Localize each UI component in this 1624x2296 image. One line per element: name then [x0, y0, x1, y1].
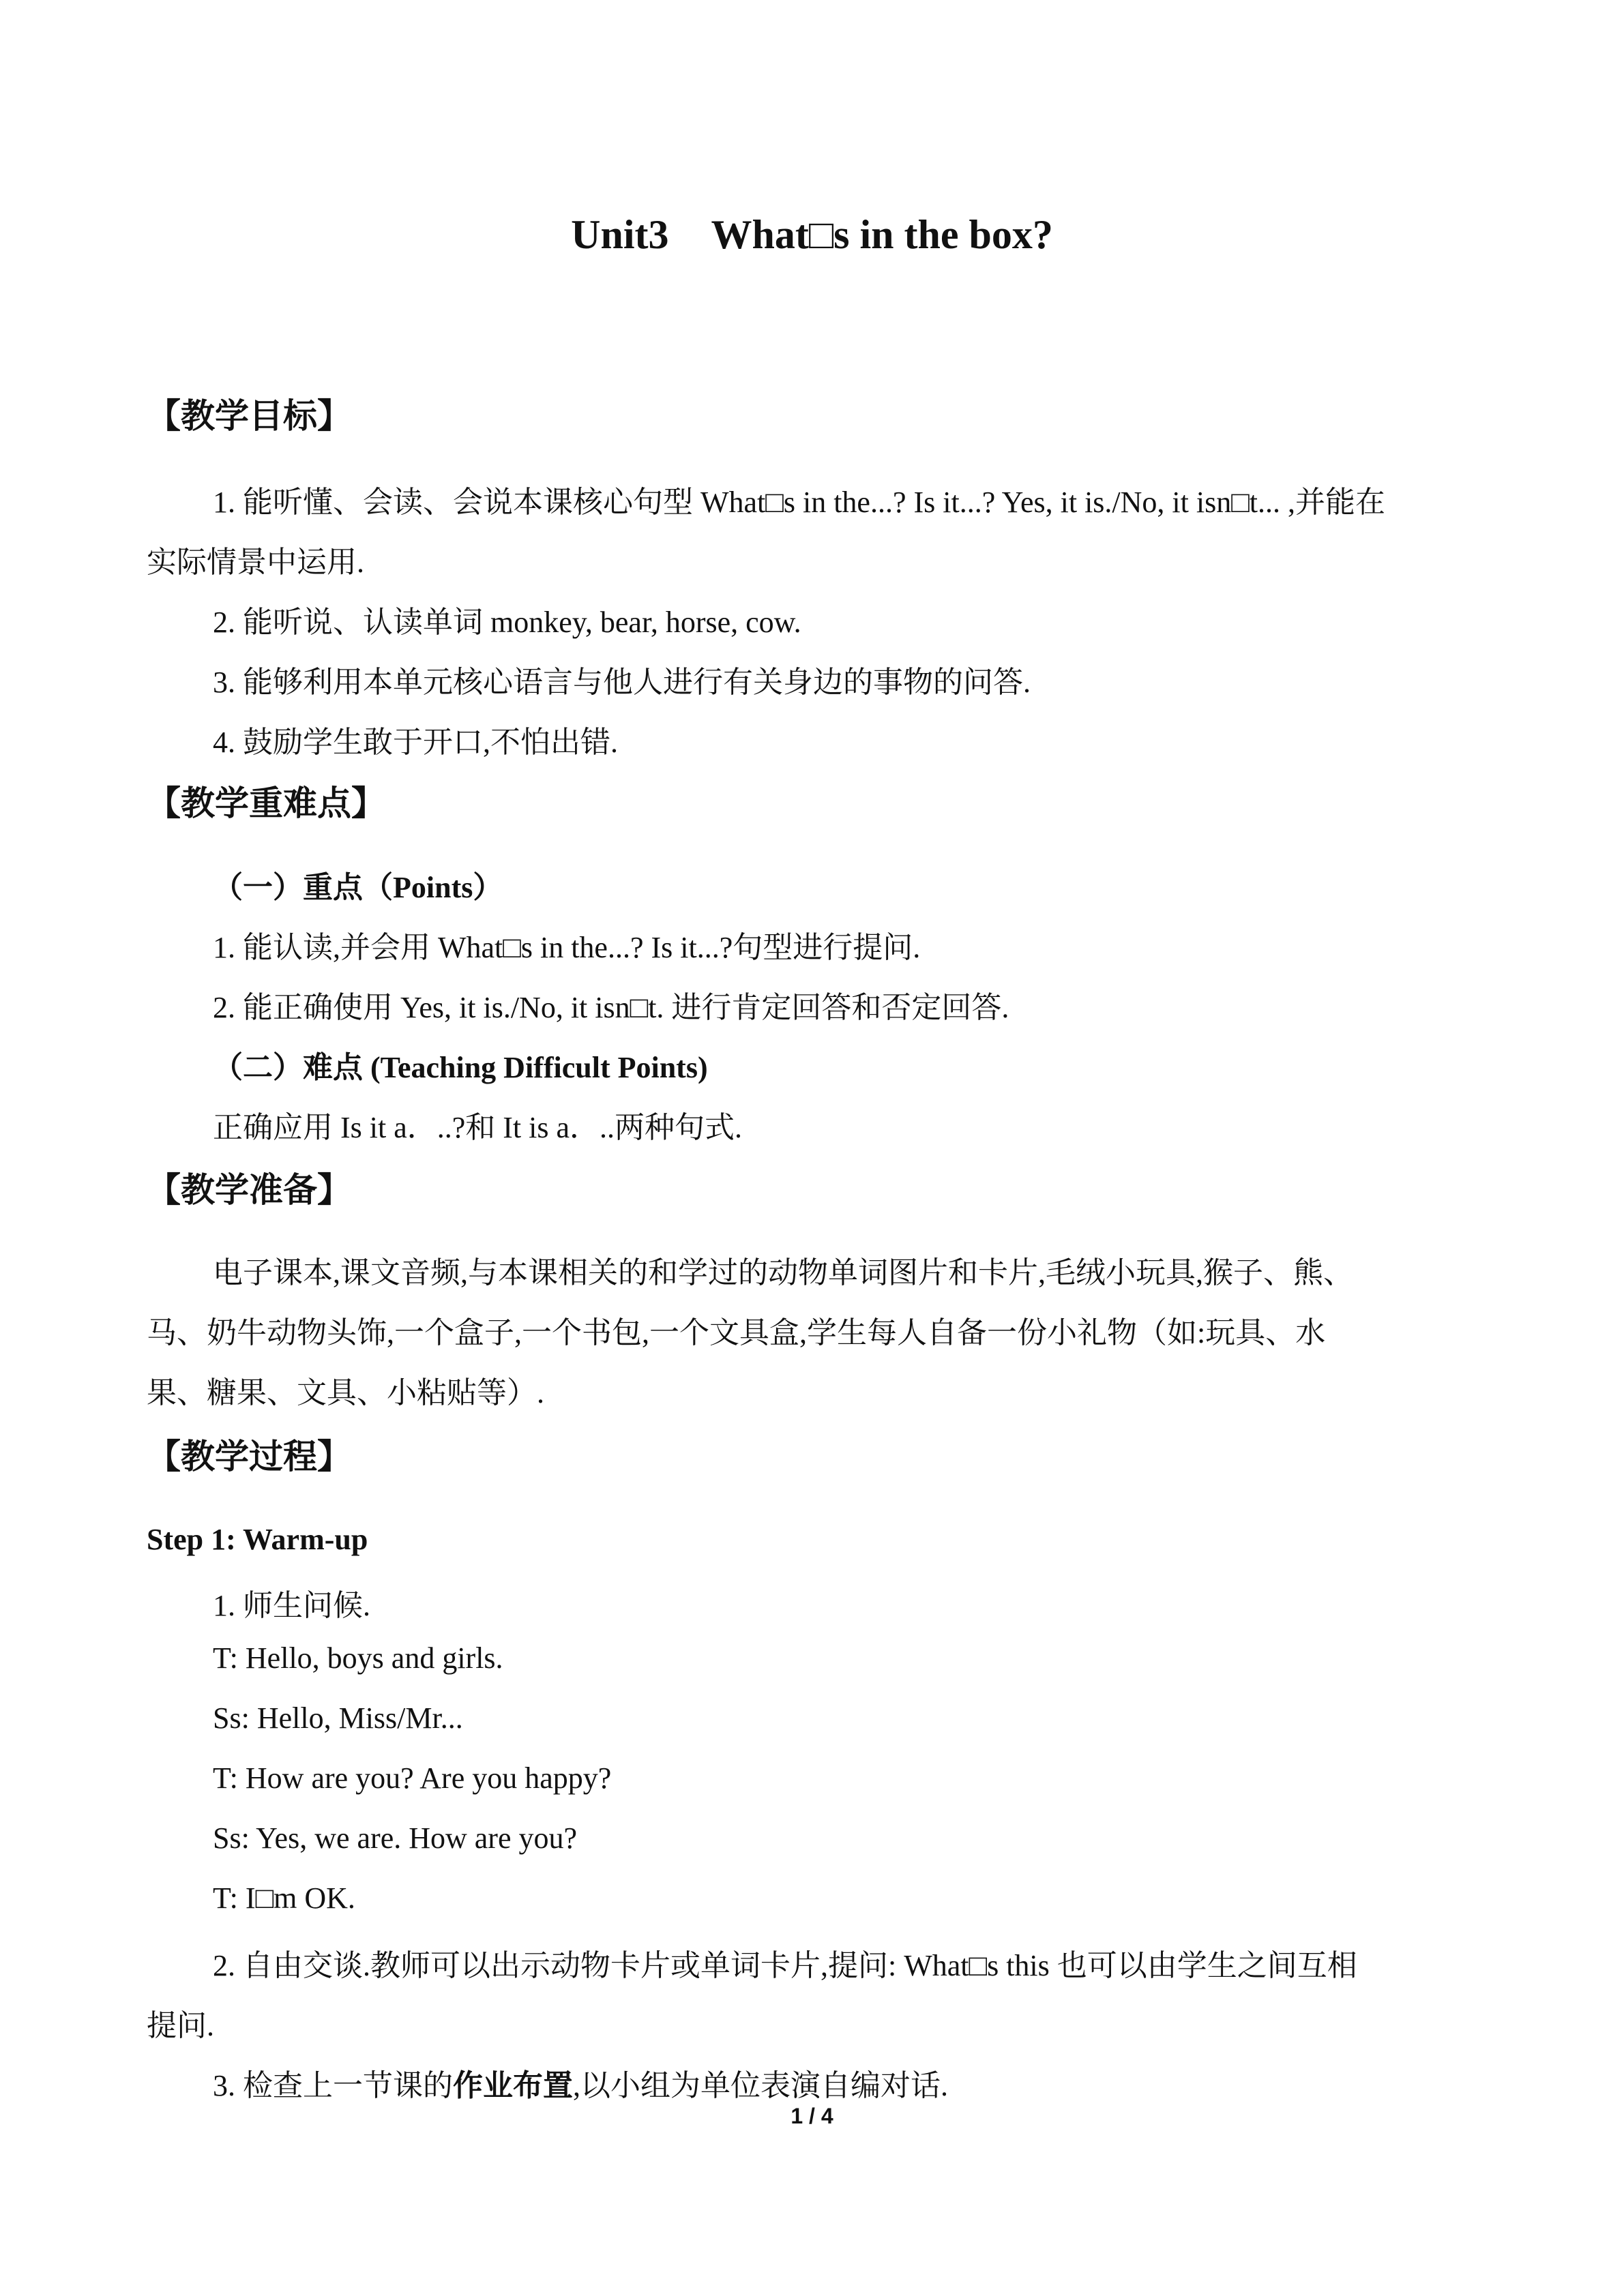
step1-item: 1. 师生问候.	[213, 1589, 370, 1622]
key-points-heading: （一）重点（Points）	[213, 871, 503, 904]
section-heading-process: 【教学过程】	[147, 1437, 351, 1476]
objective-line: 1. 能听懂、会读、会说本课核心句型 What□s in the...? Is it...? Yes, it is./No, it isn□t... ,并能在	[213, 486, 1386, 519]
section-heading-preparation: 【教学准备】	[147, 1170, 351, 1210]
key-point-line: 1. 能认读,并会用 What□s in the...? Is it...?句型进行提问.	[213, 931, 921, 964]
step1-item: 2. 自由交谈.教师可以出示动物卡片或单词卡片,提问: What□s this 也可以由学生之间互相	[213, 1949, 1357, 1982]
page-title	[0, 211, 1624, 258]
step1-item-continued: 提问.	[147, 2009, 214, 2042]
dialogue-line: Ss: Hello, Miss/Mr...	[213, 1701, 463, 1735]
preparation-line: 果、糖果、文具、小粘贴等）.	[147, 1376, 544, 1410]
page-number: 1 / 4	[791, 2104, 833, 2128]
step1-item	[213, 2061, 948, 2104]
preparation-line: 电子课本,课文音频,与本课相关的和学过的动物单词图片和卡片,毛绒小玩具,猴子、熊、	[213, 1256, 1353, 1289]
dialogue-line: T: How are you? Are you happy?	[213, 1761, 612, 1795]
title-unit: Unit3	[571, 212, 669, 257]
title-text: What□s in the box?	[711, 212, 1053, 257]
step1-item3-text-end: ,以小组为单位表演自编对话.	[573, 2069, 948, 2102]
objective-line: 实际情景中运用.	[147, 546, 364, 579]
objective-line: 2. 能听说、认读单词 monkey, bear, horse, cow.	[213, 606, 801, 639]
difficult-point-line: 正确应用 Is it a．..?和 It is a．..两种句式.	[213, 1111, 743, 1144]
preparation-line: 马、奶牛动物头饰,一个盒子,一个书包,一个文具盒,学生每人自备一份小礼物（如:玩具、水	[147, 1316, 1326, 1350]
homework-emphasis: 作业布置	[453, 2069, 573, 2102]
dialogue-line: Ss: Yes, we are. How are you?	[213, 1821, 578, 1855]
objective-line: 4. 鼓励学生敢于开口,不怕出错.	[213, 726, 618, 759]
dialogue-line: T: Hello, boys and girls.	[213, 1641, 503, 1675]
section-heading-key-points: 【教学重难点】	[147, 784, 385, 823]
difficult-points-heading: （二）难点 (Teaching Difficult Points)	[213, 1051, 708, 1084]
key-point-line: 2. 能正确使用 Yes, it is./No, it isn□t. 进行肯定回答和否定回答.	[213, 991, 1009, 1024]
step1-heading: Step 1: Warm-up	[147, 1523, 368, 1556]
dialogue-line: T: I□m OK.	[213, 1881, 355, 1915]
section-heading-objectives: 【教学目标】	[147, 396, 351, 436]
objective-line: 3. 能够利用本单元核心语言与他人进行有关身边的事物的问答.	[213, 666, 1031, 699]
step1-item3-text: 3. 检查上一节课的	[213, 2069, 453, 2102]
